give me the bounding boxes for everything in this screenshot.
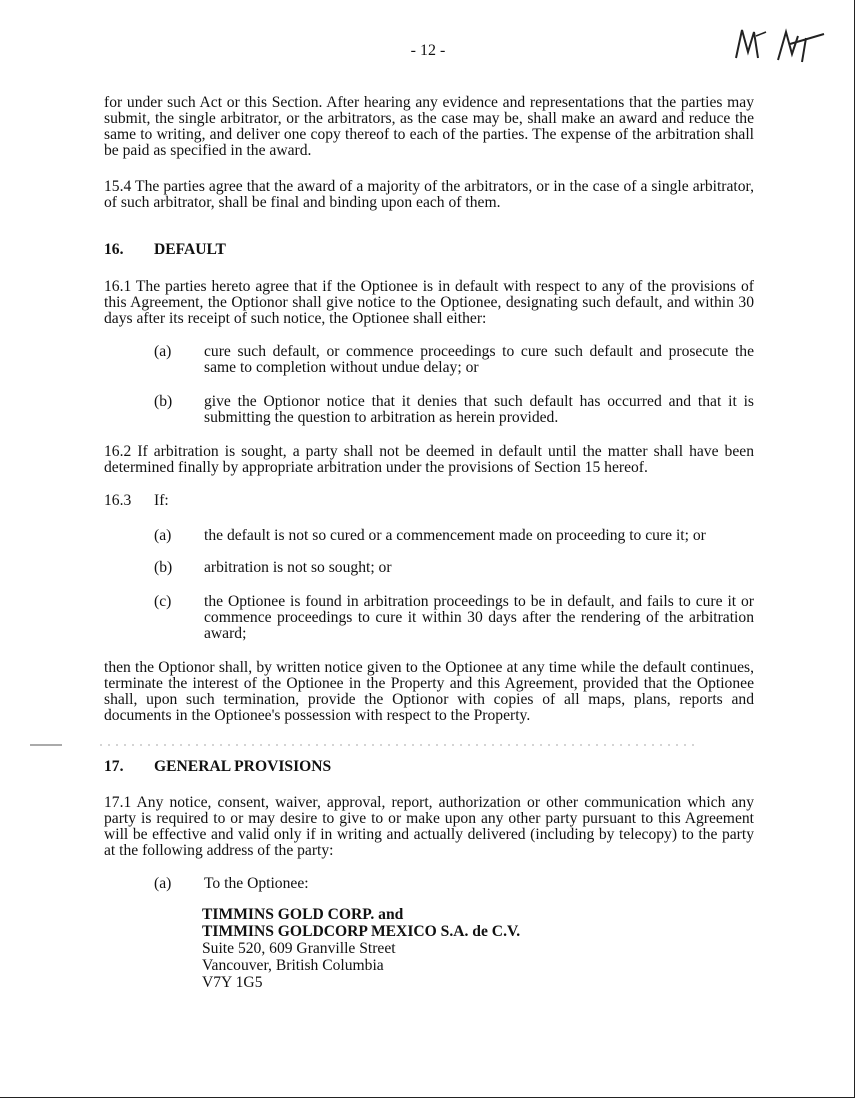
section-17-title: GENERAL PROVISIONS [154,758,332,775]
section-16-heading [104,241,226,259]
section-16-title: DEFAULT [154,241,226,258]
clause-15-4: 15.4 The parties agree that the award of a majority of the arbitrators, or in the case of a single arbitrator, of such arbitrator, shall be final and binding upon each of them. [104,178,754,211]
address-company-line: TIMMINS GOLDCORP MEXICO S.A. de C.V. [202,923,521,940]
address-city: Vancouver, British Columbia [202,957,384,974]
list-item-label: (a) [154,343,172,360]
address-street: Suite 520, 609 Granville Street [202,940,396,957]
clause-16-3-number: 16.3 [104,492,132,509]
list-item-label: (b) [154,559,173,576]
address-company-line: TIMMINS GOLD CORP. and [202,906,404,923]
clause-16-3-text: If: [154,492,169,509]
page-number: - 12 - [410,42,446,59]
termination-paragraph: then the Optionor shall, by written notice given to the Optionee at any time while the default continues, terminate the interest of the Optionee in the Property and this Agreement, provided that the Optionee shall, upon such termination, provide the Optionor with copies of all maps, plans, reports and documents in the Optionee's possession with respect to the Property. [104,659,754,724]
list-item [154,394,754,426]
list-item [154,876,754,892]
section-17-number: 17. [104,758,124,775]
list-item-text: cure such default, or commence proceedings to cure such default and prosecute the same to completion without undue delay; or [204,343,754,376]
list-item-text: the default is not so cured or a commencement made on proceeding to cure it; or [204,527,706,544]
list-item-label: (a) [154,875,172,892]
list-item [154,594,754,642]
optionee-address [202,906,520,991]
clause-17-1: 17.1 Any notice, consent, waiver, approval, report, authorization or other communication which any party is required to or may desire to give to or make upon any other party pursuant to this Agreement will be effective and valid only if in writing and actually delivered (including by telecopy) to the party at the following address of the party: [104,794,754,859]
list-item [154,560,754,576]
clause-16-3 [104,493,754,509]
scan-artifact-line [0,744,856,746]
clause-16-1: 16.1 The parties hereto agree that if the Optionee is in default with respect to any of the provisions of this Agreement, the Optionor shall give notice to the Optionee, designating such default, and within 30 days after its receipt of such notice, the Optionee shall either: [104,278,754,327]
section-17-heading [104,758,331,776]
list-item-text: To the Optionee: [204,875,309,892]
section-16-number: 16. [104,241,124,258]
list-item-label: (b) [154,393,173,410]
list-item-text: the Optionee is found in arbitration proceedings to be in default, and fails to cure it or commence proceedings to cure it within 30 days after the rendering of the arbitration award; [204,593,754,642]
list-item-text: arbitration is not so sought; or [204,559,392,576]
list-item [154,528,754,544]
list-item [154,344,754,376]
list-item-label: (c) [154,593,172,610]
list-item-text: give the Optionor notice that it denies that such default has occurred and that it is submitting the question to arbitration as herein provided. [204,393,754,426]
handwritten-initials [732,22,836,68]
clause-16-2: 16.2 If arbitration is sought, a party shall not be deemed in default until the matter shall have been determined finally by appropriate arbitration under the provisions of Section 15 hereof. [104,443,754,476]
address-postal-code: V7Y 1G5 [202,974,263,991]
list-item-label: (a) [154,527,172,544]
section-15-continuation: for under such Act or this Section. After hearing any evidence and representations that the parties may submit, the single arbitrator, or the arbitrators, as the case may be, shall make an award and reduce the same to writing, and deliver one copy thereof to each of the parties. The expense of the arbitration shall be paid as specified in the award. [104,94,754,159]
